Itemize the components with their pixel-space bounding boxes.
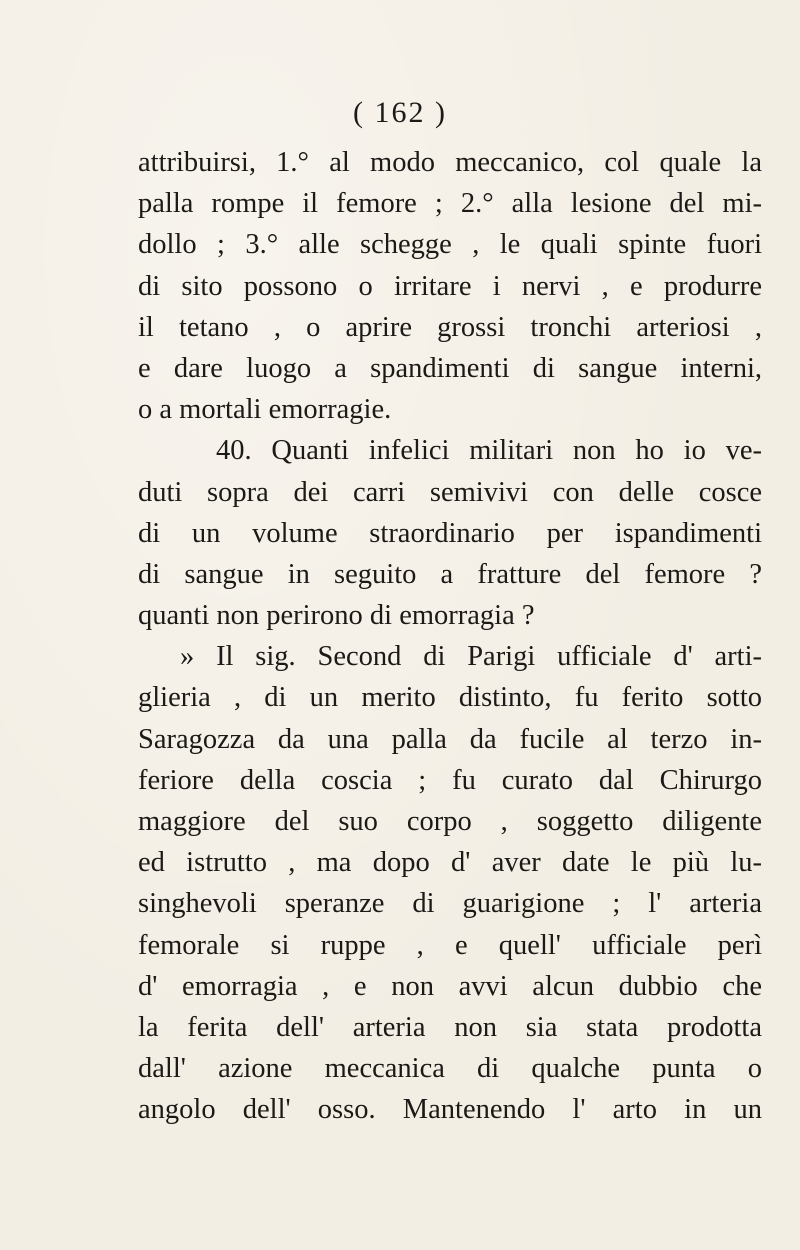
text-line: d' emorragia , e non avvi alcun dubbio che	[138, 970, 762, 1002]
page-number: ( 162 )	[353, 96, 447, 129]
text-line: dollo ; 3.° alle schegge , le quali spinte fuori	[138, 229, 762, 261]
text-line: maggiore del suo corpo , soggetto diligente	[138, 806, 762, 837]
text-line: attribuirsi, 1.° al modo meccanico, col quale la	[138, 147, 762, 178]
text-line: di sito possono o irritare i nervi , e produrre	[138, 270, 762, 302]
text-line: ed istrutto , ma dopo d' aver date le più lu-	[138, 847, 762, 879]
text-line: singhevoli speranze di guarigione ; l' arteria	[138, 888, 762, 920]
text-line: il tetano , o aprire grossi tronchi arteriosi ,	[138, 311, 762, 343]
text-line: di sangue in seguito a fratture del femore ?	[138, 558, 762, 590]
text-line: e dare luogo a spandimenti di sangue interni,	[138, 352, 762, 384]
text-line: la ferita dell' arteria non sia stata prodotta	[138, 1011, 762, 1043]
text-line: duti sopra dei carri semivivi con delle cosce	[138, 476, 762, 508]
text-line: palla rompe il femore ; 2.° alla lesione del mi-	[138, 188, 762, 220]
text-line: quanti non perirono di emorragia ?	[138, 600, 535, 632]
text-line: femorale si ruppe , e quell' ufficiale perì	[138, 929, 762, 961]
text-line: Saragozza da una palla da fucile al terzo in-	[138, 723, 762, 755]
text-line: o a mortali emorragie.	[138, 394, 392, 426]
text-line: angolo dell' osso. Mantenendo l' arto in un	[138, 1094, 762, 1126]
body-text	[138, 142, 762, 1131]
text-line: 40. Quanti infelici militari non ho io ve-	[216, 435, 762, 467]
text-line: glieria , di un merito distinto, fu ferito sotto	[138, 682, 762, 714]
text-line: feriore della coscia ; fu curato dal Chirurgo	[138, 764, 762, 796]
text-line: dall' azione meccanica di qualche punta o	[138, 1053, 762, 1085]
text-line: » Il sig. Second di Parigi ufficiale d' arti-	[180, 641, 762, 673]
text-line: di un volume straordinario per ispandimenti	[138, 517, 762, 549]
